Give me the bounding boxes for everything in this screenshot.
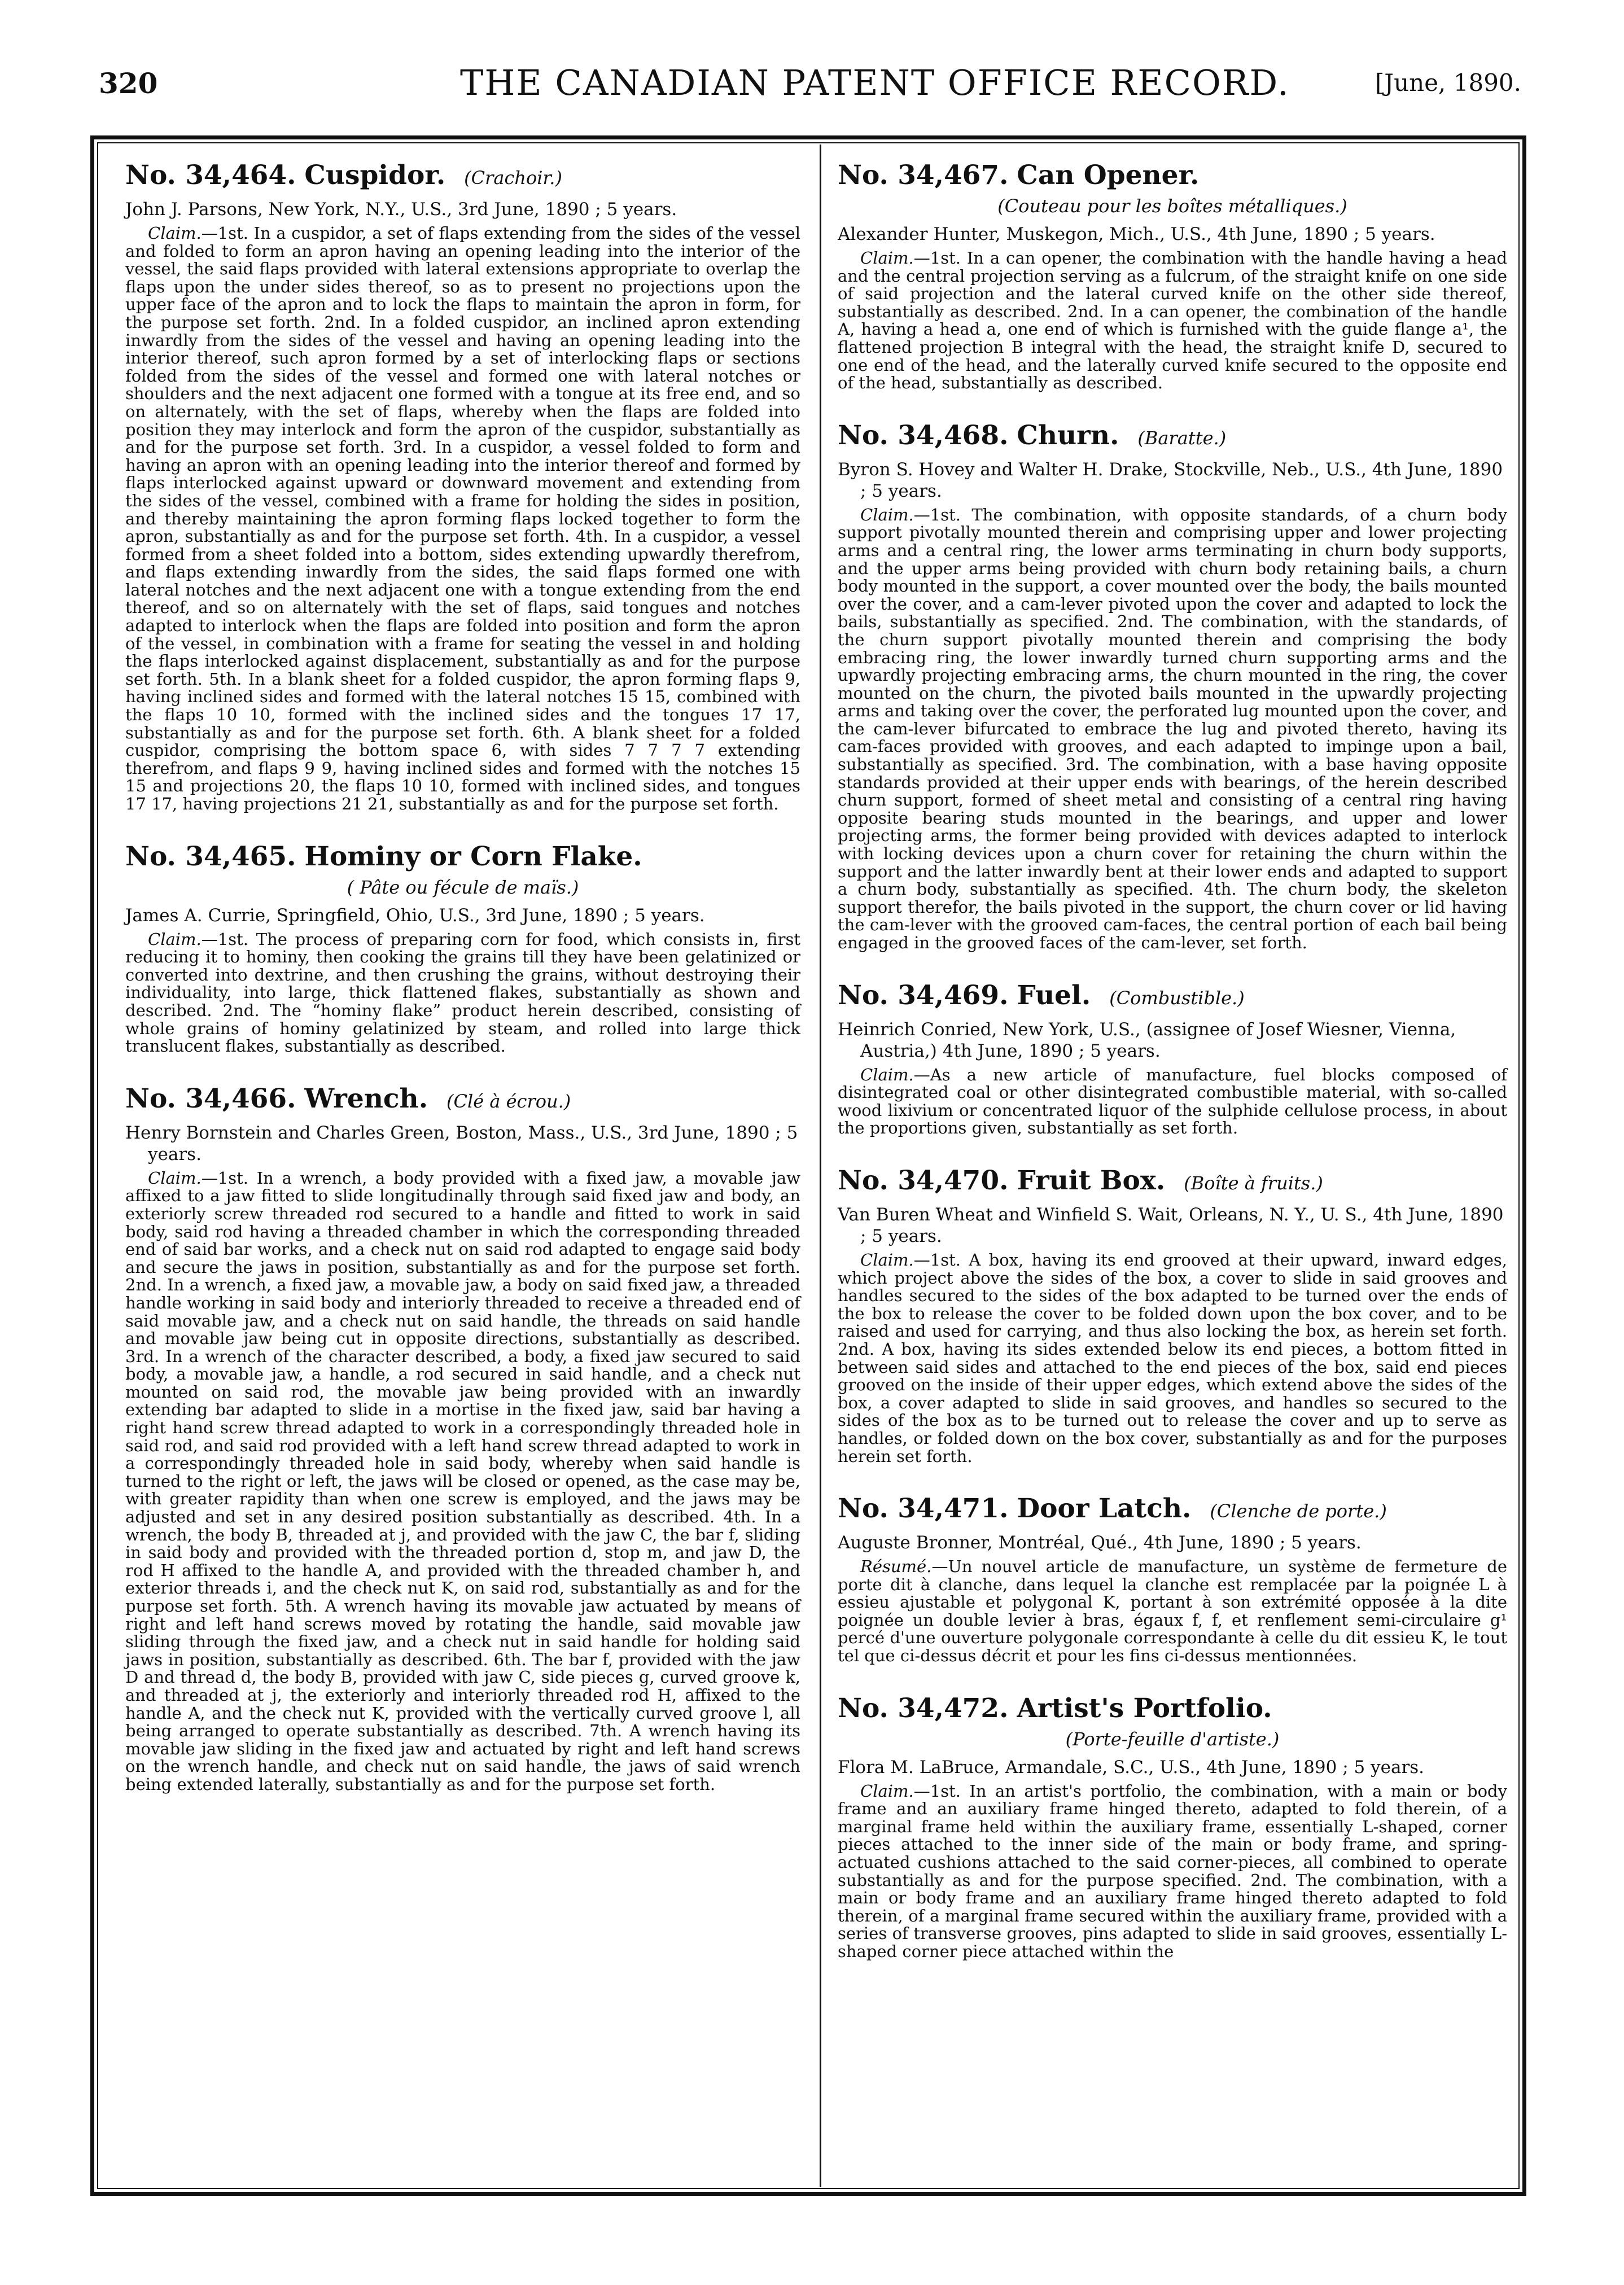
claim-body: —1st. In a wrench, a body provided with a fixed jaw, a movable jaw affixed to a jaw fitted to slide longitudinally through said fixed jaw and body, an exteriorly screw threaded rod secured to a handle and fitted to work in said body, said rod having a threaded chamber in which the corresponding threaded end of said bar works, and a check nut on said rod adapted to engage said body and secure the jaws in position, substantially as and for the purpose set forth. 2nd. In a wrench, a fixed jaw, a movable jaw, a body on said fixed jaw, a threaded handle working in said body and interiorly threaded to receive a threaded end of said movable jaw, and a check nut on said handle, the threads on said handle and movable jaw being cut in opposite directions, substantially as described. 3rd. In a wrench of the character described, a body, a fixed jaw secured to said body, a movable jaw, a handle, a rod secured in said handle, and a check nut mounted on said rod, the movable jaw being provided with an inwardly extending bar adapted to slide in a mortise in the fixed jaw, said bar having a right hand screw thread adapted to work in a correspondingly threaded hole in said rod, and said rod provided with a left hand screw thread adapted to work in a correspondingly threaded hole in said body, whereby when said handle is turned to the right or left, the jaws will be closed or opened, as the case may be, with greater rapidity than when one screw is employed, and the jaws may be adjusted and set in any desired position substantially as described. 4th. In a wrench, the body B, threaded at j, and provided with the jaw C, the bar f, sliding in said body and provided with the threaded portion d, stop m, and jaw D, the rod H affixed to the handle A, and provided with the threaded chamber h, and exterior threads i, and the check nut K, on said rod, substantially as and for the purpose set forth. 5th. A wrench having its movable jaw actuated by means of right and left hand screws moved by rotating the handle, said movable jaw sliding through the fixed jaw, and a check nut in said handle for holding said jaws in position, substantially as described. 6th. The bar f, provided with the jaw D and thread d, the body B, provided with jaw C, side pieces g, curved groove k, and threaded at j, the exteriorly and interiorly threaded rod H, affixed to the handle A, and the check nut K, provided with the vertically curved groove l, all being arranged to operate substantially as described. 7th. A wrench having its movable jaw sliding in the fixed jaw and actuated by right and left hand screws on the wrench handle, and check nut on said handle, the jaws of said wrench being extended laterally, substantially as and for the purpose set forth.	[125, 1168, 800, 1794]
claim-text	[838, 1783, 1507, 1961]
claim-label: Claim.	[148, 224, 202, 243]
french-name: (Crachoir.)	[464, 167, 562, 189]
patent-number: No. 34,469.	[838, 979, 1009, 1011]
patent-name: Can Opener.	[1017, 160, 1200, 191]
patentee: Byron S. Hovey and Walter H. Drake, Stockville, Neb., U.S., 4th June, 1890 ; 5 years.	[838, 459, 1503, 501]
running-head	[99, 62, 1521, 107]
french-name: (Combustible.)	[1109, 987, 1245, 1009]
patent-entry-34468	[838, 419, 1507, 952]
patent-name: Cuspidor.	[304, 160, 446, 191]
patent-entry-34467	[838, 159, 1507, 392]
right-column	[838, 159, 1507, 1988]
patent-number: No. 34,472.	[838, 1692, 1009, 1724]
issue-date: [June, 1890.	[1375, 69, 1521, 97]
claim-text	[838, 506, 1507, 952]
patent-name: Door Latch.	[1017, 1493, 1192, 1525]
claim-label: Claim.	[860, 1250, 914, 1270]
patent-number: No. 34,466.	[125, 1083, 296, 1114]
claim-body: —1st. The process of preparing corn for food, which consists in, first reducing it to hominy, then cooking the grains till they have been gelatinized or converted into dextrine, and then crushing the grains, without destroying their individuality, into large, thick flattened flakes, substantially as shown and described. 2nd. The “hominy flake” product herein described, consisting of whole grains of hominy gelatinized by steam, and rolled into large thick translucent flakes, substantially as described.	[125, 929, 800, 1056]
patent-name: Fuel.	[1017, 979, 1091, 1011]
column-rule	[820, 145, 821, 2187]
claim-label: Claim.	[148, 1168, 202, 1188]
french-name: ( Pâte ou fécule de maïs.)	[347, 876, 579, 898]
patent-number: No. 34,470.	[838, 1165, 1009, 1196]
patent-number: No. 34,471.	[838, 1493, 1009, 1525]
patent-number: No. 34,467.	[838, 160, 1009, 191]
patent-name: Wrench.	[304, 1083, 428, 1114]
french-name: (Porte-feuille d'artiste.)	[1065, 1728, 1280, 1750]
claim-body: —1st. In an artist's portfolio, the combination, with a main or body frame and an auxiliary frame hinged thereto, adapted to fold therein, of a marginal frame held within the auxiliary frame, essentially L-shaped, corner pieces attached to the inner side of the main or body frame, and spring-actuated cushions attached to the said corner-pieces, all combined to operate substantially as and for the purpose specified. 2nd. The combination, with a main or body frame and an auxiliary frame hinged thereto adapted to fold therein, of a marginal frame secured within the auxiliary frame, provided with a series of transverse grooves, pins adapted to slide in said grooves, essentially L-shaped corner piece attached within the	[838, 1781, 1507, 1961]
patent-entry-34471	[838, 1492, 1507, 1665]
patentee: Henry Bornstein and Charles Green, Boston, Mass., U.S., 3rd June, 1890 ; 5 years.	[125, 1122, 798, 1165]
entry-title	[838, 159, 1507, 192]
patent-entry-34464	[125, 159, 800, 813]
entry-title	[838, 1492, 1507, 1527]
claim-label: Claim.	[860, 248, 914, 268]
patentee: Van Buren Wheat and Winfield S. Wait, Orleans, N. Y., U. S., 4th June, 1890 ; 5 years.	[838, 1204, 1504, 1246]
claim-label: Résumé.	[860, 1557, 932, 1577]
claim-body: —1st. In a cuspidor, a set of flaps extending from the sides of the vessel and folded to form an apron having an opening leading into the interior of the vessel, the said flaps provided with lateral extensions appropriate to overlap the flaps upon the under sides thereof, so as to present no projections upon the upper face of the apron and to lock the flaps to maintain the apron in form, for the purpose set forth. 2nd. In a folded cuspidor, an inclined apron extending inwardly from the sides of the vessel and having an opening leading into the interior thereof, such apron formed by a set of interlocking flaps or sections folded from the sides of the vessel and formed one with lateral notches or shoulders and the next adjacent one formed with a tongue at its free end, and so on alternately, with the set of flaps, whereby when the flaps are folded into position they may interlock and form the apron of the cuspidor, substantially as and for the purpose set forth. 3rd. In a cuspidor, a vessel folded to form and having an apron with an opening leading into the interior thereof and formed by flaps interlocked against upward or downward movement and extending from the sides of the vessel, combined with a frame for holding the sides in position, and thereby maintaining the apron forming flaps locked together to form the apron, substantially as and for the purpose set forth. 4th. In a cuspidor, a vessel formed from a sheet folded into a bottom, sides extending upwardly therefrom, and flaps extending inwardly from the sides, the said flaps formed one with lateral notches and the next adjacent one with a tongue extending from the end thereof, and so on alternately with the set of flaps, said tongues and notches adapted to interlock when the flaps are folded into position and form the apron of the vessel, in combination with a frame for seating the vessel in and holding the flaps interlocked against displacement, substantially as and for the purpose set forth. 5th. In a blank sheet for a folded cuspidor, the apron forming flaps 9, having inclined sides and formed with the lateral notches 15 15, combined with the flaps 10 10, formed with the inclined sides and the tongues 17 17, substantially as and for the purpose set forth. 6th. A blank sheet for a folded cuspidor, comprising the bottom space 6, with sides 7 7 7 7 extending therefrom, and flaps 9 9, having inclined sides and formed with the notches 15 15 and projections 20, the flaps 10 10, formed with inclined sides, and tongues 17 17, having projections 21 21, substantially as and for the purpose set forth.	[125, 224, 800, 813]
entry-title	[125, 841, 800, 873]
patent-entry-34470	[838, 1165, 1507, 1465]
claim-label: Claim.	[860, 1065, 914, 1084]
claim-body: —Un nouvel article de manufacture, un système de fermeture de porte dit à clanche, dans lequel la clanche est remplacée par la poignée L à essieu ajustable et polygonal K, portant à son extrémité opposée à la dite poignée un double levier à bras, égaux f, f, et renflement semi-circulaire g¹ percé d'une ouverture polygonale correspondante à celle du dit essieu K, le tout tel que ci-dessus décrit et pour les fins ci-dessus mentionnées.	[838, 1557, 1507, 1666]
claim-text	[125, 225, 800, 813]
claim-text	[125, 931, 800, 1056]
patent-name: Fruit Box.	[1017, 1165, 1166, 1196]
claim-text	[838, 1066, 1507, 1137]
entry-title	[838, 419, 1507, 454]
patent-entry-34472	[838, 1692, 1507, 1961]
patent-number: No. 34,465.	[125, 841, 296, 872]
patent-name: Artist's Portfolio.	[1017, 1692, 1272, 1724]
claim-body: —1st. The combination, with opposite standards, of a churn body support pivotally mounted therein and comprising upper and lower projecting arms and a central ring, the lower arms terminating in churn body supports, and the upper arms being provided with churn body retaining bails, a churn body mounted in the support, a cover mounted over the body, the bails mounted over the cover, and a cam-lever pivoted upon the cover and adapted to lock the bails, substantially as specified. 2nd. The combination, with the standards, of the churn support pivotally mounted therein and comprising the body embracing ring, the lower inwardly turned churn supporting arms and the upwardly projecting embracing arms, the churn mounted in the ring, the cover mounted on the churn, the pivoted bails mounted in the upwardly projecting arms and taking over the cover, the perforated lug mounted upon the cover, and the cam-lever bifurcated to embrace the lug and pivoted thereto, having its cam-faces provided with grooves, and each adapted to impinge upon a bail, substantially as specified. 3rd. The combination, with a base having opposite standards provided at their upper ends with bearings, of the herein described churn support, formed of sheet metal and consisting of a central ring having opposite bearing studs mounted in the bearings, and upper and lower projecting arms, the former being provided with devices adapted to interlock with locking devices upon a churn cover for retaining the churn within the support and the latter inwardly bent at their lower ends and adapted to support a churn body, substantially as specified. 4th. The churn body, the skeleton support therefor, the bails pivoted in the support, the churn cover or lid having the cam-lever with the grooved cam-faces, the central portion of each bail being engaged in the grooved faces of the cam-lever, set forth.	[838, 505, 1507, 952]
entry-title	[838, 1692, 1507, 1725]
patentee: Flora M. LaBruce, Armandale, S.C., U.S., 4th June, 1890 ; 5 years.	[838, 1757, 1425, 1778]
claim-text	[838, 1558, 1507, 1665]
patentee: Alexander Hunter, Muskegon, Mich., U.S., 4th June, 1890 ; 5 years.	[838, 224, 1435, 244]
patent-name: Churn.	[1017, 419, 1119, 451]
french-name: (Clé à écrou.)	[447, 1090, 571, 1112]
patentee: James A. Currie, Springfield, Ohio, U.S., 3rd June, 1890 ; 5 years.	[125, 905, 705, 926]
patentee: Heinrich Conried, New York, U.S., (assignee of Josef Wiesner, Vienna, Austria,) 4th June, 1890 ; 5 years.	[838, 1019, 1456, 1061]
claim-body: —1st. In a can opener, the combination with the handle having a head and the central projection serving as a fulcrum, of the straight knife on one side of said projection and the lateral curved knife on the other side thereof, substantially as described. 2nd. In a can opener, the combination of the handle A, having a head a, one end of which is furnished with the guide flange a¹, the flattened projection B integral with the head, the straight knife D, secured to one end of the head, and the laterally curved knife secured to the opposite end of the head, substantially as described.	[838, 248, 1507, 393]
entry-title	[125, 159, 800, 194]
patent-entry-34466	[125, 1083, 800, 1794]
patent-entry-34469	[838, 979, 1507, 1137]
patent-name: Hominy or Corn Flake.	[304, 841, 642, 872]
french-name: (Boîte à fruits.)	[1184, 1172, 1323, 1194]
claim-body: —1st. A box, having its end grooved at their upward, inward edges, which project above the sides of the box, a cover to slide in said grooves and handles secured to the sides of the box adapted to be turned over the ends of the box to release the cover to be folded down upon the box cover, and to be raised and used for carrying, and thus also locking the box, as herein set forth. 2nd. A box, having its sides extended below its end pieces, a bottom fitted in between said sides and attached to the end pieces of the box, said end pieces grooved on the inside of their upper edges, which extend above the sides of the box, a cover adapted to slide in said grooves, and handles so secured to the sides of the box as to be turned out to release the cover and up to serve as handles, or folded down on the box cover, substantially as and for the purposes herein set forth.	[838, 1250, 1507, 1466]
patent-number: No. 34,468.	[838, 419, 1009, 451]
publication-title: THE CANADIAN PATENT OFFICE RECORD.	[460, 62, 1290, 103]
claim-label: Claim.	[860, 505, 914, 524]
patentee: John J. Parsons, New York, N.Y., U.S., 3rd June, 1890 ; 5 years.	[125, 199, 677, 220]
french-name: (Couteau pour les boîtes métalliques.)	[997, 195, 1347, 217]
left-column	[125, 159, 800, 1821]
entry-title	[838, 1165, 1507, 1200]
patentee: Auguste Bronner, Montréal, Qué., 4th June, 1890 ; 5 years.	[838, 1533, 1362, 1553]
claim-label: Claim.	[148, 929, 202, 949]
patent-number: No. 34,464.	[125, 160, 296, 191]
entry-title	[838, 979, 1507, 1014]
claim-text	[838, 1251, 1507, 1465]
french-name: (Clenche de porte.)	[1210, 1500, 1387, 1522]
patent-entry-34465	[125, 841, 800, 1056]
claim-label: Claim.	[860, 1781, 914, 1801]
entry-title	[125, 1083, 800, 1118]
claim-text	[838, 249, 1507, 392]
claim-text	[125, 1170, 800, 1794]
french-name: (Baratte.)	[1137, 427, 1227, 449]
claim-body: —As a new article of manufacture, fuel blocks composed of disintegrated coal or other disintegrated combustible material, with so-called wood lixivium or concentrated liquor of the sulphide cellulose process, in about the proportions given, substantially as set forth.	[838, 1065, 1507, 1138]
page-number: 320	[99, 67, 158, 100]
